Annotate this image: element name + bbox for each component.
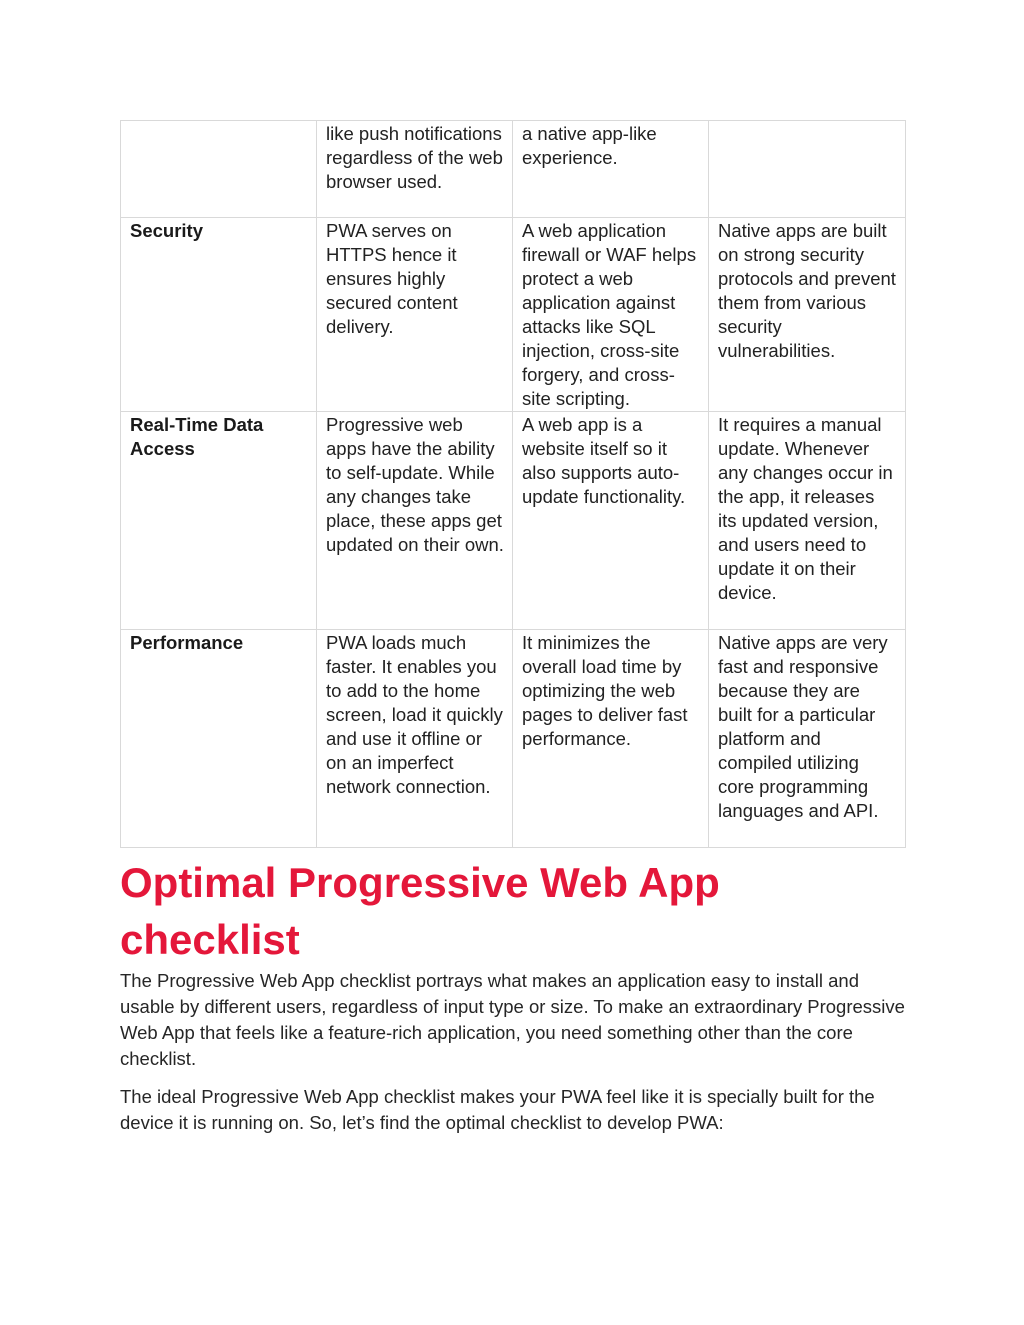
comparison-table (120, 120, 906, 848)
native-app-cell: It requires a manual update. Whenever any changes occur in the app, it releases its updated version, and users need to update it on their device. (709, 412, 906, 630)
web-app-cell: a native app-like experience. (513, 121, 709, 218)
feature-cell: Performance (121, 630, 317, 848)
table-row (121, 412, 906, 630)
feature-cell: Security (121, 218, 317, 412)
section-heading: Optimal Progressive Web App checklist (120, 859, 720, 963)
web-app-cell: A web app is a website itself so it also supports auto-update functionality. (513, 412, 709, 630)
table-row (121, 121, 906, 218)
native-app-cell: Native apps are built on strong security protocols and prevent them from various security vulnerabilities. (709, 218, 906, 412)
native-app-cell: Native apps are very fast and responsive because they are built for a particular platform and compiled utilizing core programming languages and API. (709, 630, 906, 848)
pwa-cell: PWA loads much faster. It enables you to add to the home screen, load it quickly and use it offline or on an imperfect network connection. (317, 630, 513, 848)
table-row (121, 630, 906, 848)
body-paragraph: The ideal Progressive Web App checklist makes your PWA feel like it is specially built for the device it is running on. So, let’s find the optimal checklist to develop PWA: (120, 1086, 875, 1133)
pwa-cell: PWA serves on HTTPS hence it ensures highly secured content delivery. (317, 218, 513, 412)
web-app-cell: A web application firewall or WAF helps protect a web application against attacks like SQL injection, cross-site forgery, and cross-site scripting. (513, 218, 709, 412)
feature-cell (121, 121, 317, 218)
feature-cell: Real-Time Data Access (121, 412, 317, 630)
document-page (120, 120, 906, 1148)
pwa-cell: like push notifications regardless of the web browser used. (317, 121, 513, 218)
table-row (121, 218, 906, 412)
pwa-cell: Progressive web apps have the ability to self-update. While any changes take place, these apps get updated on their own. (317, 412, 513, 630)
native-app-cell (709, 121, 906, 218)
web-app-cell: It minimizes the overall load time by optimizing the web pages to deliver fast performance. (513, 630, 709, 848)
body-paragraph: The Progressive Web App checklist portrays what makes an application easy to install and usable by different users, regardless of input type or size. To make an extraordinary Progressive Web App that feels like a feature-rich application, you need something other than the core checklist. (120, 970, 905, 1069)
